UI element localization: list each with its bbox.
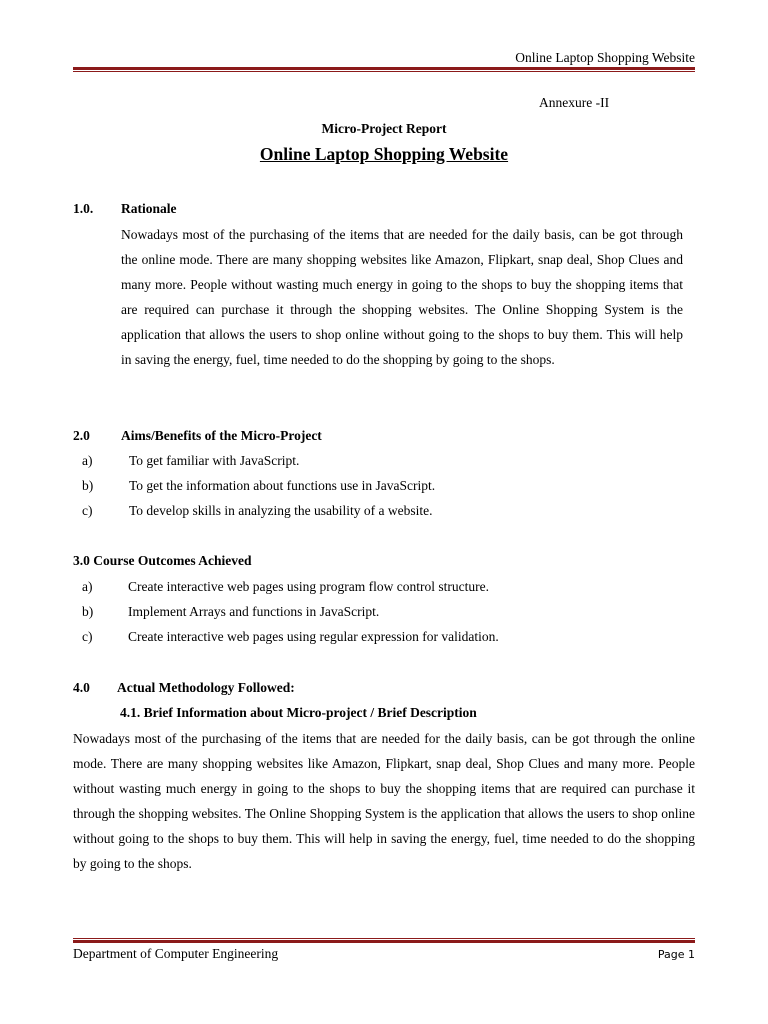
methodology-subheading: 4.1. Brief Information about Micro-project / Brief Description [120, 705, 477, 720]
aims-item [82, 478, 682, 498]
aims-item-marker: c) [82, 503, 93, 518]
report-label: Micro-Project Report [321, 121, 447, 136]
rationale-heading: Rationale [121, 201, 177, 216]
aims-item [82, 453, 682, 473]
footer-rule-thick [73, 940, 695, 943]
aims-number: 2.0 [73, 428, 90, 443]
methodology-heading: Actual Methodology Followed: [117, 680, 295, 695]
outcomes-item-marker: b) [82, 604, 94, 619]
methodology-paragraph: Nowadays most of the purchasing of the items that are needed for the daily basis, can be got through the online mode. There are many shopping websites like Amazon, Flipkart, snap deal, Shop Clues and many more. People without wasting much energy in going to the shops to buy the shopping items that are required can purchase it through the shopping websites. The Online Shopping System is the application that allows the users to shop online without going to the shops to buy them. This will help in saving the energy, fuel, time needed to do the shopping by going to the shops. [73, 731, 695, 871]
aims-heading: Aims/Benefits of the Micro-Project [121, 428, 322, 443]
aims-item-text: To get familiar with JavaScript. [129, 453, 300, 468]
outcomes-item-text: Create interactive web pages using program flow control structure. [128, 579, 489, 594]
outcomes-item [82, 604, 682, 624]
outcomes-item [82, 629, 682, 649]
annexure-label: Annexure -II [539, 95, 610, 110]
outcomes-heading: 3.0 Course Outcomes Achieved [73, 553, 252, 568]
outcomes-item-text: Create interactive web pages using regular expression for validation. [128, 629, 499, 644]
report-title: Online Laptop Shopping Website [259, 144, 509, 164]
header-rule-thin [73, 71, 695, 72]
outcomes-item-marker: c) [82, 629, 93, 644]
aims-item-text: To develop skills in analyzing the usability of a website. [129, 503, 433, 518]
outcomes-item-text: Implement Arrays and functions in JavaScript. [128, 604, 380, 619]
page-number: Page 1 [657, 948, 695, 961]
outcomes-item-marker: a) [82, 579, 93, 594]
aims-item-text: To get the information about functions use in JavaScript. [129, 478, 436, 493]
aims-item-marker: a) [82, 453, 93, 468]
footer-department: Department of Computer Engineering [73, 946, 279, 961]
methodology-number: 4.0 [73, 680, 90, 695]
aims-item [82, 503, 682, 523]
aims-item-marker: b) [82, 478, 94, 493]
header-title: Online Laptop Shopping Website [515, 50, 695, 65]
rationale-number: 1.0. [73, 201, 94, 216]
rationale-paragraph: Nowadays most of the purchasing of the items that are needed for the daily basis, can be got through the online mode. There are many shopping websites like Amazon, Flipkart, snap deal, Shop Clues and many more. People without wasting much energy in going to the shops to buy the shopping items that are required can purchase it through the shopping websites. The Online Shopping System is the application that allows the users to shop online without going to the shops to buy them. This will help in saving the energy, fuel, time needed to do the shopping by going to the shops. [121, 227, 683, 367]
outcomes-item [82, 579, 682, 599]
